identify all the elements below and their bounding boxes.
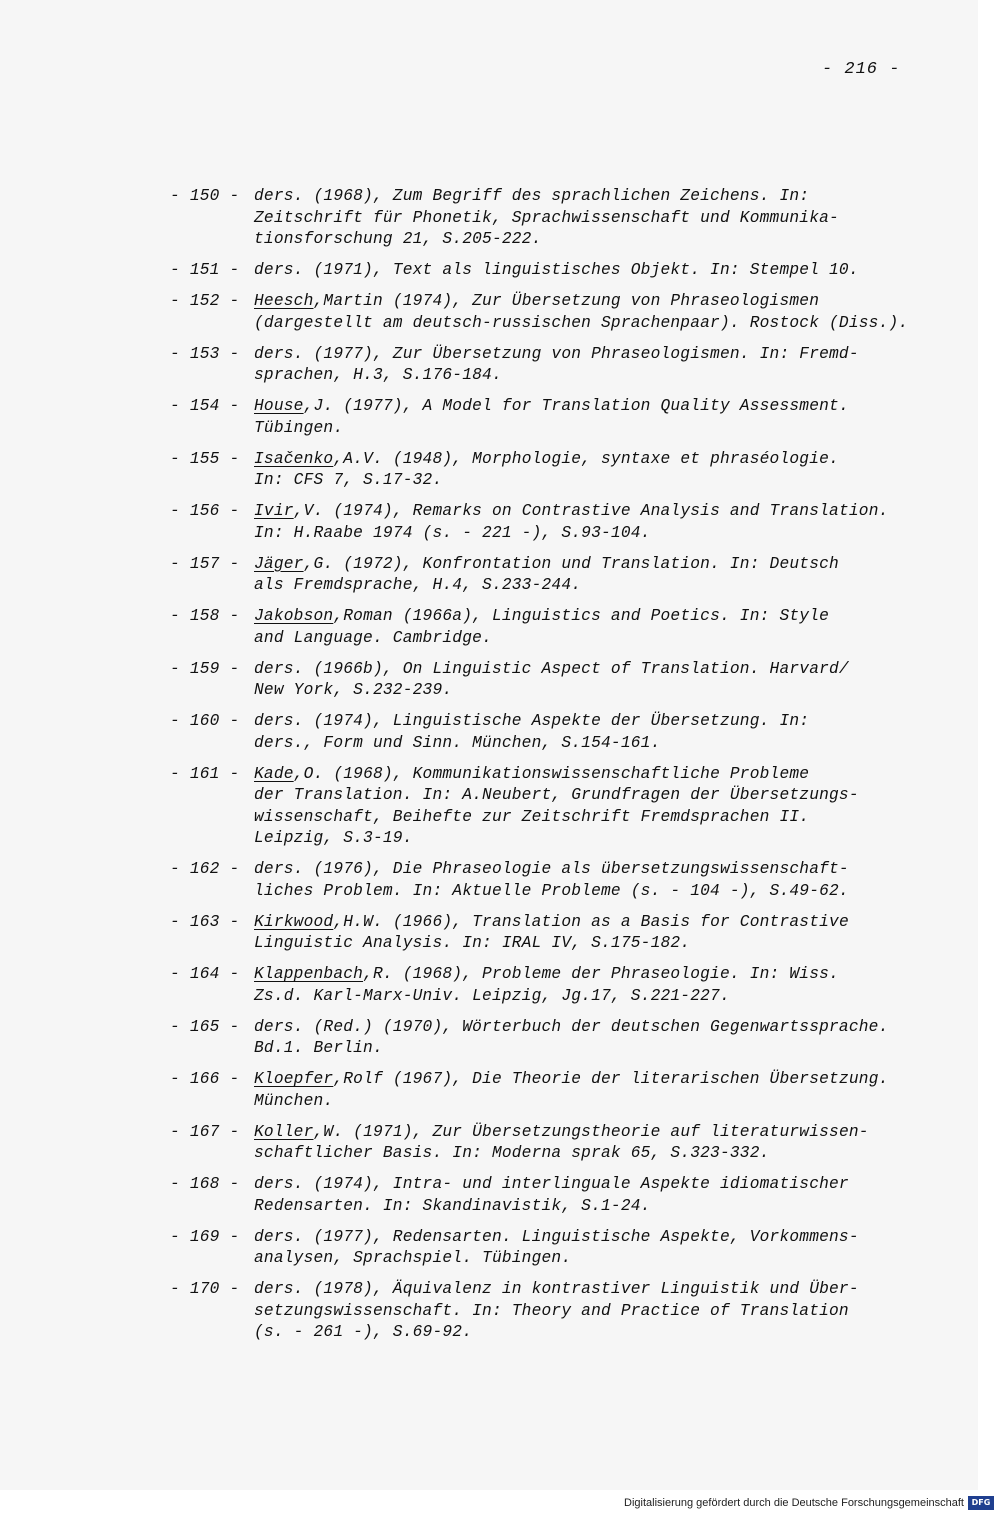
entry-line: Tübingen. [254, 418, 344, 437]
bibliography-entry [170, 1174, 970, 1217]
entry-line: tionsforschung 21, S.205-222. [254, 230, 542, 248]
entry-line-rest: ,O. (1968), Kommunikationswissenschaftliche Probleme [293, 764, 810, 783]
entry-text [254, 964, 970, 1007]
entry-line [254, 1122, 970, 1144]
entry-number: - 162 - [170, 860, 240, 878]
entry-number: - 170 - [170, 1280, 240, 1298]
entry-text [254, 344, 970, 387]
entry-line [254, 1069, 970, 1091]
entry-line-rest: ,V. (1974), Remarks on Contrastive Analysis and Translation. [293, 502, 889, 520]
entry-line: ders. (1977), Redensarten. Linguistische Aspekte, Vorkommens- [254, 1227, 859, 1246]
entry-number: - 165 - [170, 1017, 240, 1036]
entry-author: Klappenbach [254, 965, 364, 983]
entry-line [254, 606, 970, 628]
entry-author: Kade [254, 764, 294, 783]
entry-line: Zs.d. Karl-Marx-Univ. Leipzig, Jg.17, S.221-227. [254, 986, 730, 1005]
bibliography-entry [170, 659, 970, 702]
entry-line: ders. (1976), Die Phraseologie als übersetzungswissenschaft- [254, 860, 849, 878]
entry-author: Kirkwood [254, 912, 334, 931]
entry-line: ders. (1968), Zum Begriff des sprachlichen Zeichens. In: [254, 187, 810, 205]
entry-line-rest: ,Martin (1974), Zur Übersetzung von Phraseologismen [313, 292, 820, 310]
entry-line-rest: ,Rolf (1967), Die Theorie der literarischen Übersetzung. [333, 1070, 889, 1088]
entry-line-rest: ,J. (1977), A Model for Translation Quality Assessment. [303, 397, 849, 415]
entry-number: - 159 - [170, 659, 240, 678]
bibliography-entry [170, 344, 970, 387]
entry-author: Kloepfer [254, 1070, 334, 1088]
entry-line-rest: ,H.W. (1966), Translation as a Basis for Contrastive [333, 912, 849, 931]
entry-line: der Translation. In: A.Neubert, Grundfragen der Übersetzungs- [254, 786, 859, 804]
bibliography-entry [170, 554, 970, 597]
entry-line: Zeitschrift für Phonetik, Sprachwissenschaft und Kommunika- [254, 208, 839, 227]
entry-number: - 155 - [170, 449, 240, 468]
bibliography-entry [170, 711, 970, 754]
entry-text [254, 396, 970, 439]
bibliography-entry [170, 764, 970, 850]
entry-line-rest: ,G. (1972), Konfrontation und Translation. In: Deutsch [303, 554, 839, 573]
entry-line: ders. (1978), Äquivalenz in kontrastiver Linguistik und Über- [254, 1280, 859, 1298]
entry-line: schaftlicher Basis. In: Moderna sprak 65, S.323-332. [254, 1144, 770, 1162]
entry-number: - 161 - [170, 764, 240, 783]
entry-text [254, 1069, 970, 1112]
entry-author: Koller [254, 1122, 314, 1141]
page-number: - 216 - [822, 60, 901, 79]
entry-number: - 153 - [170, 344, 240, 363]
entry-line: setzungswissenschaft. In: Theory and Practice of Translation [254, 1301, 849, 1320]
entry-line-rest: ,Roman (1966a), Linguistics and Poetics. In: Style [333, 607, 830, 625]
entry-line: München. [254, 1091, 334, 1110]
entry-text [254, 1017, 970, 1060]
entry-line: liches Problem. In: Aktuelle Probleme (s. - 104 -), S.49-62. [254, 881, 849, 900]
bibliography-entry [170, 1017, 970, 1060]
entry-number: - 163 - [170, 912, 240, 931]
entry-text [254, 291, 970, 334]
entry-number: - 150 - [170, 187, 240, 205]
entry-line [254, 764, 970, 786]
entry-text [254, 501, 970, 544]
entry-line [254, 554, 970, 576]
entry-line: and Language. Cambridge. [254, 628, 492, 647]
entry-author: Isačenko [254, 449, 334, 468]
entry-number: - 166 - [170, 1070, 240, 1088]
entry-line: ders. (1966b), On Linguistic Aspect of Translation. Harvard/ [254, 659, 849, 678]
entry-line: als Fremdsprache, H.4, S.233-244. [254, 576, 582, 594]
dfg-logo: DFG [968, 1496, 994, 1510]
bibliography-entry [170, 260, 970, 282]
entry-author: Heesch [254, 292, 314, 310]
entry-line [254, 964, 970, 986]
bibliography-entry [170, 1227, 970, 1270]
entry-text [254, 449, 970, 492]
entry-number: - 169 - [170, 1227, 240, 1246]
entry-author: House [254, 397, 304, 415]
entry-text [254, 859, 970, 902]
entry-line [254, 396, 970, 418]
entry-author: Ivir [254, 502, 294, 520]
bibliography-list [170, 186, 970, 1353]
entry-text [254, 1227, 970, 1270]
bibliography-entry [170, 501, 970, 544]
entry-line-rest: ,A.V. (1948), Morphologie, syntaxe et phraséologie. [333, 449, 839, 468]
entry-line-rest: ,R. (1968), Probleme der Phraseologie. In: Wiss. [363, 965, 839, 983]
entry-number: - 152 - [170, 292, 240, 310]
footer [0, 1496, 1000, 1516]
entry-text [254, 1279, 970, 1344]
entry-number: - 158 - [170, 607, 240, 625]
entry-text [254, 1174, 970, 1217]
bibliography-entry [170, 186, 970, 251]
bibliography-entry [170, 449, 970, 492]
entry-line: ders., Form und Sinn. München, S.154-161. [254, 733, 661, 752]
entry-line-rest: ,W. (1971), Zur Übersetzungstheorie auf literaturwissen- [313, 1122, 869, 1141]
bibliography-entry [170, 291, 970, 334]
entry-author: Jäger [254, 554, 304, 573]
entry-text [254, 554, 970, 597]
entry-line: Bd.1. Berlin. [254, 1039, 383, 1057]
entry-number: - 154 - [170, 397, 240, 415]
bibliography-entry [170, 396, 970, 439]
entry-line: In: CFS 7, S.17-32. [254, 471, 443, 489]
entry-line: Redensarten. In: Skandinavistik, S.1-24. [254, 1196, 651, 1215]
entry-text [254, 606, 970, 649]
entry-line: wissenschaft, Beihefte zur Zeitschrift Fremdsprachen II. [254, 807, 810, 826]
entry-line: Linguistic Analysis. In: IRAL IV, S.175-182. [254, 934, 691, 952]
entry-line: analysen, Sprachspiel. Tübingen. [254, 1249, 572, 1267]
entry-author: Jakobson [254, 607, 334, 625]
entry-line: ders. (1974), Linguistische Aspekte der Übersetzung. In: [254, 712, 810, 730]
entry-text [254, 764, 970, 850]
funding-notice: Digitalisierung gefördert durch die Deutsche Forschungsgemeinschaft [624, 1497, 964, 1509]
bibliography-entry [170, 1069, 970, 1112]
entry-line [254, 501, 970, 523]
entry-number: - 167 - [170, 1122, 240, 1141]
entry-line [254, 449, 970, 471]
bibliography-entry [170, 964, 970, 1007]
entry-line: Leipzig, S.3-19. [254, 829, 413, 847]
entry-number: - 157 - [170, 554, 240, 573]
entry-line: ders. (1974), Intra- und interlinguale Aspekte idiomatischer [254, 1175, 849, 1193]
entry-line: ders. (1977), Zur Übersetzung von Phraseologismen. In: Fremd- [254, 344, 859, 363]
entry-line: New York, S.232-239. [254, 681, 453, 699]
entry-line [254, 291, 970, 313]
entry-text [254, 186, 970, 251]
entry-line [254, 912, 970, 934]
entry-line: sprachen, H.3, S.176-184. [254, 366, 502, 384]
entry-text [254, 659, 970, 702]
entry-number: - 164 - [170, 965, 240, 983]
bibliography-entry [170, 1122, 970, 1165]
entry-line: ders. (1971), Text als linguistisches Objekt. In: Stempel 10. [254, 261, 859, 279]
entry-text [254, 711, 970, 754]
bibliography-entry [170, 859, 970, 902]
entry-number: - 168 - [170, 1175, 240, 1193]
entry-text [254, 260, 970, 282]
entry-text [254, 1122, 970, 1165]
entry-number: - 160 - [170, 712, 240, 730]
entry-line: (s. - 261 -), S.69-92. [254, 1323, 473, 1341]
bibliography-entry [170, 912, 970, 955]
bibliography-entry [170, 606, 970, 649]
entry-line: (dargestellt am deutsch-russischen Sprachenpaar). Rostock (Diss.). [254, 313, 909, 332]
entry-text [254, 912, 970, 955]
entry-line: ders. (Red.) (1970), Wörterbuch der deutschen Gegenwartssprache. [254, 1017, 889, 1036]
entry-line: In: H.Raabe 1974 (s. - 221 -), S.93-104. [254, 523, 651, 542]
entry-number: - 151 - [170, 261, 240, 279]
entry-number: - 156 - [170, 502, 240, 520]
bibliography-entry [170, 1279, 970, 1344]
